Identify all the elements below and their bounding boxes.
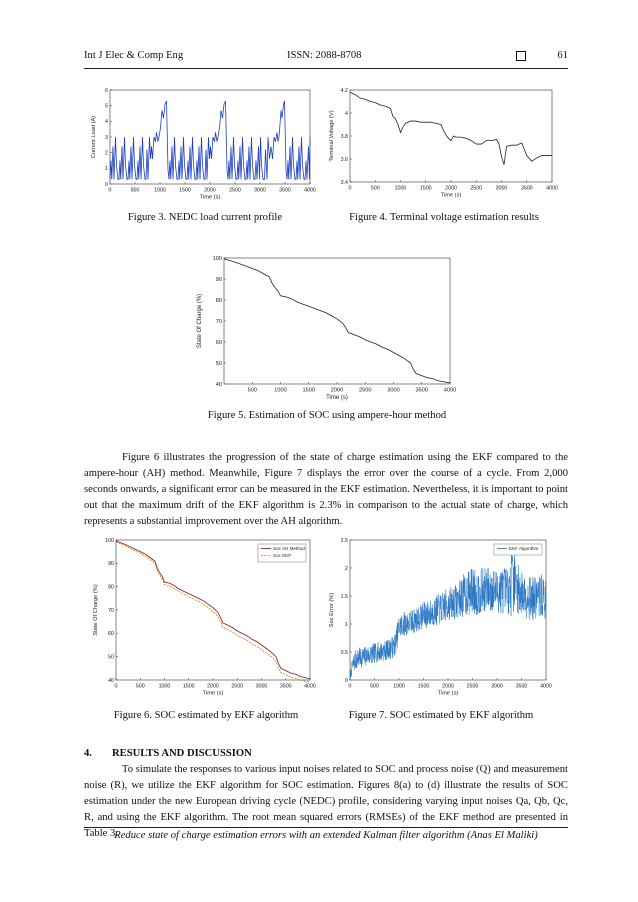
x-tick-label: 3500 [515, 683, 528, 690]
figure-3-caption: Figure 3. NEDC load current profile [127, 212, 283, 223]
x-tick-label: 0 [348, 185, 352, 192]
journal-name: Int J Elec & Comp Eng [84, 50, 184, 61]
figure-5-soc-ah-chart [196, 252, 458, 404]
x-tick-label: 0 [348, 683, 352, 690]
x-tick-label: 2500 [229, 187, 241, 194]
x-tick-label: 3500 [520, 185, 533, 192]
x-tick-label: 4000 [546, 185, 558, 192]
y-tick-label: 80 [108, 584, 114, 591]
x-tick-label: 3500 [415, 387, 428, 394]
x-axis-label: Time (s) [326, 395, 348, 402]
x-tick-label: 2000 [442, 683, 454, 690]
x-tick-label: 1500 [182, 683, 195, 690]
x-tick-label: 500 [130, 187, 140, 194]
x-tick-label: 1000 [394, 185, 407, 192]
x-tick-label: 500 [247, 387, 257, 394]
x-tick-label: 4000 [304, 187, 316, 194]
y-tick-label: 3.8 [340, 133, 348, 140]
y-tick-label: 90 [108, 561, 114, 568]
y-tick-label: 0.5 [340, 649, 348, 656]
x-tick-label: 1000 [393, 683, 405, 690]
y-tick-label: 2 [345, 565, 348, 572]
page-number: 61 [557, 50, 568, 61]
figure-3-current-chart [90, 84, 320, 208]
x-tick-label: 1000 [274, 387, 287, 394]
x-tick-label: 4000 [540, 683, 552, 690]
y-tick-label: 80 [215, 297, 222, 304]
x-tick-label: 3000 [491, 683, 503, 690]
y-axis-label: Terminal Voltage (V) [329, 110, 335, 162]
figure-4-voltage-chart [328, 84, 560, 208]
y-tick-label: 50 [108, 654, 114, 661]
footer-rule [84, 827, 568, 828]
x-tick-label: 4000 [304, 683, 316, 690]
y-tick-label: 4.2 [340, 87, 348, 94]
figure-5-caption: Figure 5. Estimation of SOC using ampere-hour method [207, 410, 447, 421]
issn: ISSN: 2088-8708 [287, 50, 362, 61]
x-tick-label: 1500 [417, 683, 430, 690]
x-tick-label: 500 [135, 683, 145, 690]
header-rule [84, 68, 568, 69]
x-tick-label: 2000 [204, 187, 216, 194]
y-tick-label: 0 [105, 181, 108, 188]
x-tick-label: 1000 [158, 683, 171, 690]
y-tick-label: 90 [215, 276, 222, 283]
x-tick-label: 1500 [179, 187, 191, 194]
x-axis-label: Time (s) [202, 690, 224, 697]
y-tick-label: 3.6 [340, 156, 348, 163]
y-axis-label: Soc Error (%) [329, 592, 335, 628]
x-tick-label: 1500 [302, 387, 315, 394]
y-tick-label: 1 [345, 621, 348, 628]
x-tick-label: 500 [370, 185, 380, 192]
section-number: 4. [84, 748, 92, 759]
x-tick-label: 3000 [254, 187, 266, 194]
x-tick-label: 2000 [445, 185, 457, 192]
y-tick-label: 4 [105, 119, 108, 126]
paragraph-figure-6-7-discussion: Figure 6 illustrates the progression of the state of charge estimation using the EKF compared to the ampere-hour (AH) method. Meanwhile, Figure 7 displays the error over the course of a cycle. From 2,000 seconds onwards, a significant error can be measured in the EKF estimation. Nevertheless, it is important to point out that the maximum drift of the EKF algorithm is 2.3% in comparison to the actual state of charge, which represents a substantial improvement over the AH algorithm. [84, 452, 568, 527]
section-title: RESULTS AND DISCUSSION [112, 748, 252, 759]
figure-6-caption: Figure 6. SOC estimated by EKF algorithm [113, 710, 299, 721]
y-axis-label: State Of Charge (%) [93, 584, 99, 636]
figure-4-caption: Figure 4. Terminal voltage estimation results [349, 212, 539, 223]
paragraph-results: To simulate the responses to various input noises related to SOC and process noise (Q) and measurement noise (R), we utilize the EKF algorithm for SOC estimation. Figures 8(a) to (d) illustrate the results of SOC estimation under the new European driving cycle (NEDC) profile, considering varying input noises Qa, Qb, Qc, R, and using the EKF algorithm. The root mean squared errors (RMSEs) of the EKF method are presented in Table 3. [84, 764, 568, 839]
x-tick-label: 2500 [231, 683, 244, 690]
y-tick-label: 1.5 [340, 593, 348, 600]
y-tick-label: 2 [105, 150, 108, 157]
running-header [84, 50, 568, 64]
x-axis-label: Time (s) [199, 194, 221, 201]
running-footer: Reduce state of charge estimation errors with an extended Kalman filter algorithm (Anas El Maliki) [114, 830, 538, 841]
x-tick-label: 3000 [495, 185, 508, 192]
x-tick-label: 2500 [470, 185, 483, 192]
figure-6-soc-ekf-chart [92, 534, 320, 700]
x-tick-label: 0 [108, 187, 112, 194]
plot-frame [350, 90, 552, 182]
y-tick-label: 1 [105, 166, 108, 173]
y-tick-label: 50 [215, 360, 222, 367]
y-tick-label: 100 [105, 537, 114, 544]
x-tick-label: 3000 [255, 683, 268, 690]
x-tick-label: 4000 [443, 387, 457, 394]
x-tick-label: 0 [114, 683, 118, 690]
checkbox-square-icon [516, 51, 526, 61]
x-axis-label: Time (s) [440, 192, 462, 199]
y-tick-label: 40 [215, 381, 222, 388]
x-tick-label: 500 [370, 683, 379, 690]
y-axis-label: Current Load (A) [91, 115, 97, 159]
figure-7-soc-error-chart [328, 534, 554, 700]
plot-frame [224, 258, 450, 384]
x-tick-label: 3000 [387, 387, 400, 394]
y-tick-label: 100 [212, 255, 222, 262]
y-tick-label: 5 [105, 103, 108, 110]
plot-frame [110, 90, 310, 184]
y-tick-label: 2.5 [340, 537, 348, 544]
y-tick-label: 0 [345, 677, 348, 684]
y-tick-label: 3.4 [340, 179, 348, 186]
x-tick-label: 3500 [279, 683, 292, 690]
y-axis-label: State Of Charge (%) [197, 293, 203, 349]
y-tick-label: 6 [105, 87, 108, 94]
x-tick-label: 2000 [207, 683, 219, 690]
y-tick-label: 60 [108, 631, 114, 638]
x-tick-label: 1000 [154, 187, 166, 194]
figure-7-caption: Figure 7. SOC estimated by EKF algorithm [348, 710, 534, 721]
y-tick-label: 60 [215, 339, 222, 346]
section-heading [84, 748, 252, 759]
x-tick-label: 2000 [330, 387, 344, 394]
x-axis-label: Time (s) [437, 690, 459, 697]
y-tick-label: 70 [215, 318, 222, 325]
y-tick-label: 3 [105, 134, 108, 141]
legend-label: EKF Algorithm [509, 546, 539, 551]
x-tick-label: 1500 [419, 185, 432, 192]
y-tick-label: 70 [108, 607, 114, 614]
y-tick-label: 40 [108, 677, 114, 684]
legend-label: Soc AH Method [273, 546, 305, 551]
x-tick-label: 2500 [466, 683, 479, 690]
x-tick-label: 2500 [359, 387, 372, 394]
legend-label: Soc EKF [273, 553, 292, 558]
x-tick-label: 3500 [279, 187, 291, 194]
y-tick-label: 4 [345, 110, 348, 117]
